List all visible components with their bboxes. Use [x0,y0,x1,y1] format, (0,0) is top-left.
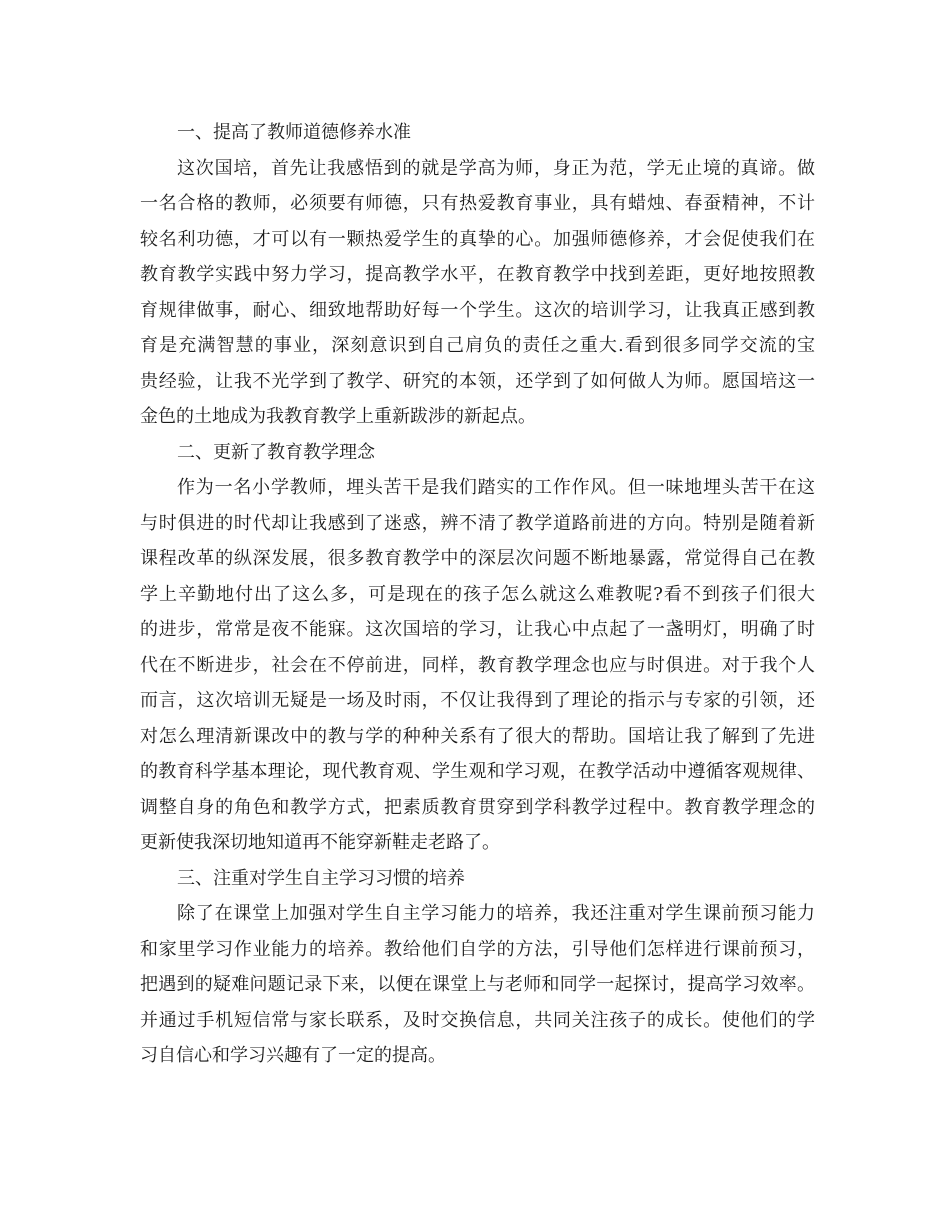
paragraph-line: 而言，这次培训无疑是一场及时雨，不仅让我得到了理论的指示与专家的引领，还 [140,690,815,711]
paragraph-line: 贵经验，让我不光学到了教学、研究的本领，还学到了如何做人为师。愿国培这一 [140,370,815,392]
paragraph-line: 作为一名小学教师，埋头苦干是我们踏实的工作作风。但一味地埋头苦干在这 [177,477,815,498]
paragraph-line: 更新使我深切地知道再不能穿新鞋走老路了。 [140,832,500,853]
paragraph-line: 与时俱进的时代却让我感到了迷惑，辨不清了教学道路前进的方向。特别是随着新 [140,512,815,534]
paragraph-line: 较名利功德，才可以有一颗热爱学生的真挚的心。加强师德修养，才会促使我们在 [140,228,815,250]
paragraph-line: 调整自身的角色和教学方式，把素质教育贯穿到学科教学过程中。教育教学理念的 [140,796,815,818]
paragraph-line: 学上辛勤地付出了这么多，可是现在的孩子怎么就这么难教呢?看不到孩子们很大 [140,583,815,605]
paragraph-line: 课程改革的纵深发展，很多教育教学中的深层次问题不断地暴露，常觉得自己在教 [140,548,815,569]
section-heading-1: 一、提高了教师道德修养水准 [177,122,411,143]
section-heading-3: 三、注重对学生自主学习习惯的培养 [177,867,465,889]
paragraph-line: 这次国培，首先让我感悟到的就是学高为师，身正为范，学无止境的真谛。做 [177,157,815,179]
paragraph-line: 代在不断进步，社会在不停前进，同样，教育教学理念也应与时俱进。对于我个人 [140,654,815,676]
document-body [140,115,815,1074]
section-heading-2: 二、更新了教育教学理念 [177,441,375,463]
paragraph-line: 教育教学实践中努力学习，提高教学水平，在教育教学中找到差距，更好地按照教 [140,264,815,285]
paragraph-line: 把遇到的疑难问题记录下来，以便在课堂上与老师和同学一起探讨，提高学习效率。 [140,974,815,995]
paragraph-line: 育规律做事，耐心、细致地帮助好每一个学生。这次的培训学习，让我真正感到教 [140,299,815,321]
paragraph-line: 的教育科学基本理论，现代教育观、学生观和学习观，在教学活动中遵循客观规律、 [140,761,815,782]
paragraph-line: 和家里学习作业能力的培养。教给他们自学的方法，引导他们怎样进行课前预习， [140,938,815,960]
paragraph-line: 除了在课堂上加强对学生自主学习能力的培养，我还注重对学生课前预习能力 [177,903,815,924]
paragraph-line: 习自信心和学习兴趣有了一定的提高。 [140,1045,446,1066]
paragraph-line: 的进步，常常是夜不能寐。这次国培的学习，让我心中点起了一盏明灯，明确了时 [140,619,815,640]
paragraph-line: 一名合格的教师，必须要有师德，只有热爱教育事业，具有蜡烛、春蚕精神，不计 [140,193,815,214]
paragraph-line: 对怎么理清新课改中的教与学的种种关系有了很大的帮助。国培让我了解到了先进 [140,725,815,747]
paragraph-line: 并通过手机短信常与家长联系，及时交换信息，共同关注孩子的成长。使他们的学 [140,1009,815,1031]
paragraph-line: 育是充满智慧的事业，深刻意识到自己肩负的责任之重大.看到很多同学交流的宝 [140,335,815,356]
paragraph-line: 金色的土地成为我教育教学上重新跋涉的新起点。 [140,406,536,427]
